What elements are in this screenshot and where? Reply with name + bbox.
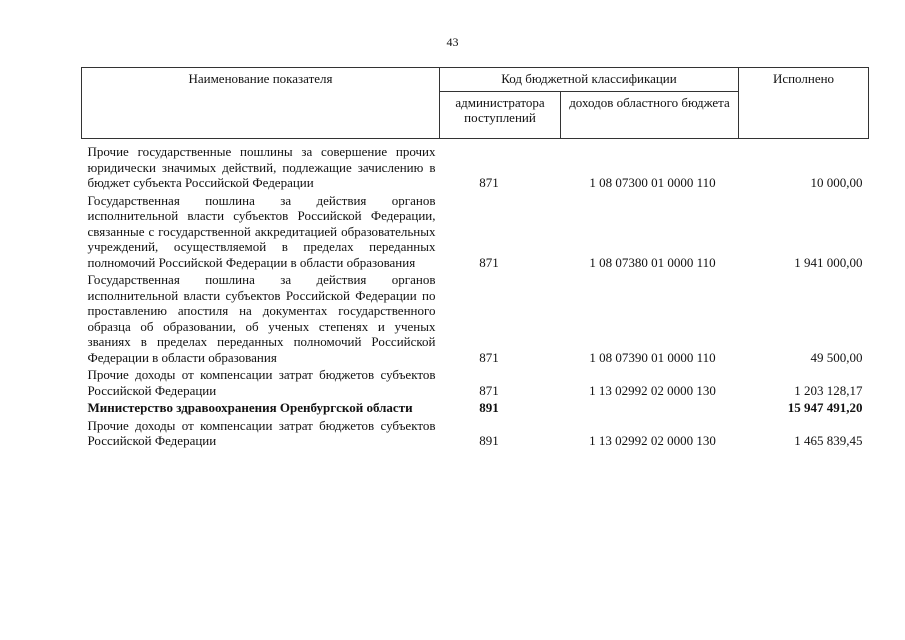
executed-amount: 10 000,00 — [810, 175, 863, 190]
administrator-code: 871 — [479, 175, 499, 190]
table-row — [82, 139, 869, 191]
executed-amount: 1 465 839,45 — [794, 433, 863, 448]
indicator-name: Государственная пошлина за действия органов исполнительной власти субъектов Российской Федерации, связанные с государственной аккредитацией образовательных учреждений, осуществляемой в пределах переданных полномочий Российской Федерации в области образования — [87, 192, 436, 270]
income-code: 1 08 07380 01 0000 110 — [589, 254, 716, 270]
executed-amount: 1 203 128,17 — [794, 382, 863, 398]
administrator-code: 871 — [479, 254, 499, 270]
budget-table — [81, 67, 869, 449]
administrator-code: 871 — [479, 382, 499, 398]
income-code: 1 08 07300 01 0000 110 — [589, 175, 716, 190]
table-row — [82, 416, 869, 449]
table-row — [82, 191, 869, 271]
indicator-name: Прочие государственные пошлины за совершение прочих юридически значимых действий, подлежащие зачислению в бюджет субъекта Российской Федерации — [87, 144, 436, 190]
table-row — [82, 365, 869, 398]
table-row — [82, 270, 869, 365]
indicator-name: Прочие доходы от компенсации затрат бюджетов субъектов Российской Федерации — [87, 367, 436, 398]
table-header — [82, 68, 869, 139]
administrator-code: 871 — [479, 349, 499, 365]
executed-header: Исполнено — [739, 68, 869, 139]
executed-amount: 49 500,00 — [810, 349, 863, 365]
income-code — [561, 398, 739, 416]
indicator-name: Прочие доходы от компенсации затрат бюджетов субъектов Российской Федерации — [87, 417, 436, 448]
administrator-code: 891 — [479, 433, 499, 448]
indicator-name-header: Наименование показателя — [82, 68, 440, 139]
table-row-ministry — [82, 398, 869, 416]
administrator-header: администратора поступлений — [440, 92, 561, 139]
executed-amount: 15 947 491,20 — [787, 400, 863, 415]
page-number: 43 — [446, 35, 459, 49]
income-code: 1 13 02992 02 0000 130 — [589, 433, 716, 448]
income-code: 1 13 02992 02 0000 130 — [589, 382, 716, 398]
executed-amount: 1 941 000,00 — [794, 254, 863, 270]
regional-income-header: доходов областного бюджета — [561, 92, 739, 139]
indicator-name: Министерство здравоохранения Оренбургской области — [87, 400, 413, 415]
income-code: 1 08 07390 01 0000 110 — [589, 349, 716, 365]
indicator-name: Государственная пошлина за действия органов исполнительной власти субъектов Российской Федерации по проставлению апостиля на документах государственного образца об образовании, об ученых степенях и ученых званиях в пределах переданных полномочий Российской Федерации в области образования — [87, 272, 436, 365]
budget-code-header: Код бюджетной классификации — [440, 68, 739, 92]
administrator-code: 891 — [479, 400, 499, 415]
